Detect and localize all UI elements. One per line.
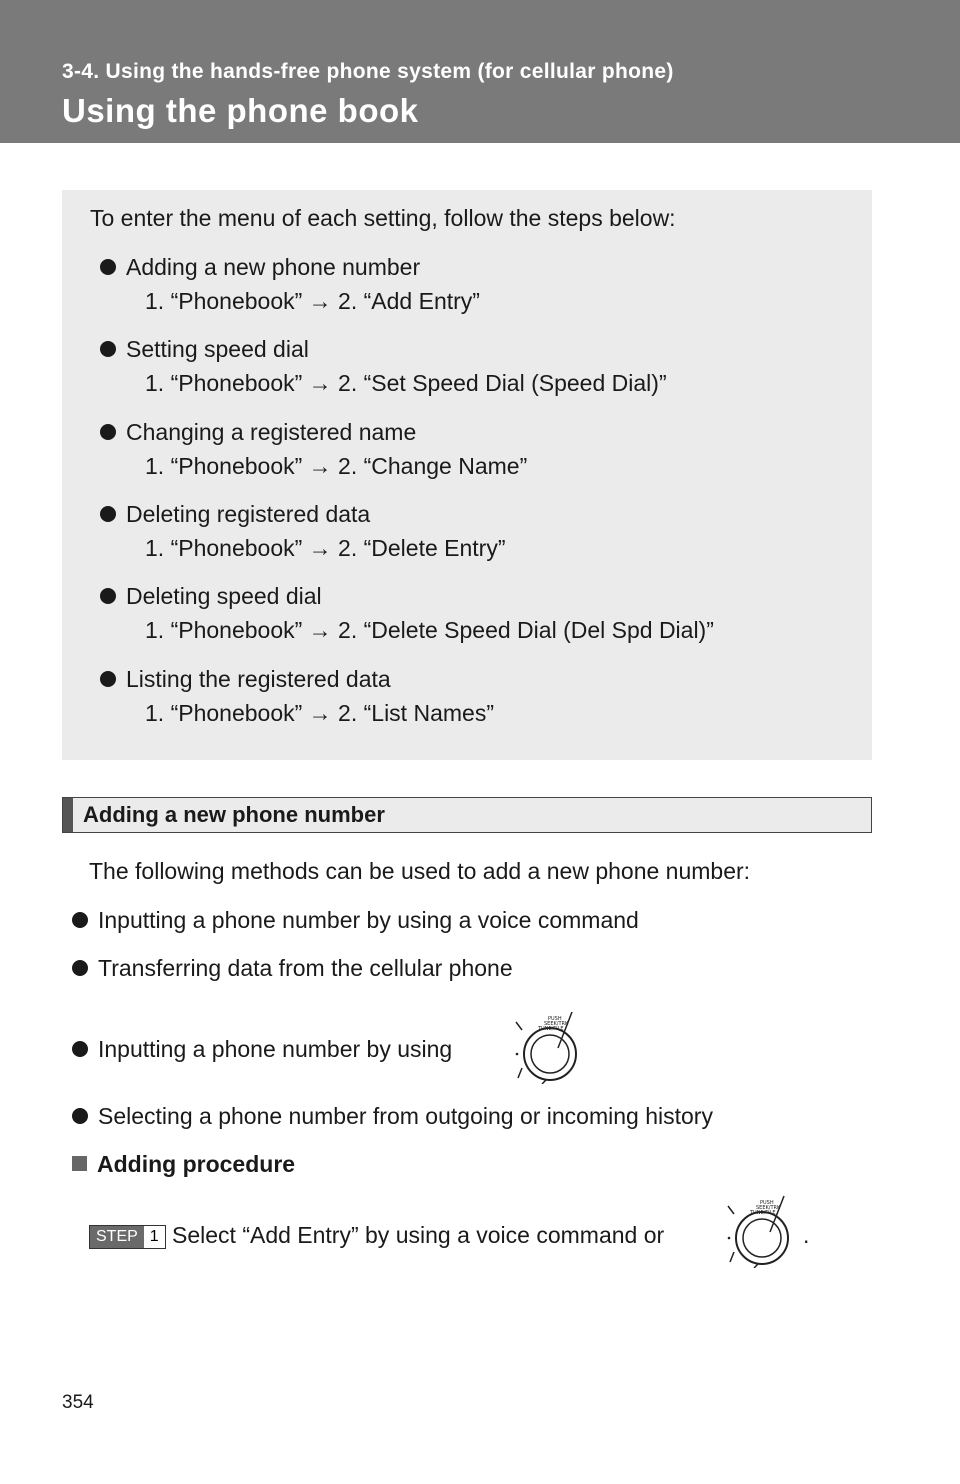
bullet-icon [100,506,116,522]
step-number: 1 [144,1226,165,1248]
methods-intro: The following methods can be used to add a new phone number: [89,858,751,884]
bullet-icon [100,588,116,604]
menu-entry-steps: 1. “Phonebook” → 2. “Change Name” [145,453,528,479]
bullet-icon [72,1108,88,1124]
menu-entry-title: Deleting registered data [100,501,370,528]
menu-entry-title: Listing the registered data [100,666,391,693]
bullet-icon [100,671,116,687]
bullet-icon [100,259,116,275]
bullet-icon [100,424,116,440]
bullet-icon [100,341,116,357]
page-header [0,0,960,143]
section-heading-bar [62,797,872,833]
page-number: 354 [62,1392,94,1413]
menu-intro: To enter the menu of each setting, follow the steps below: [90,205,676,231]
bullet-icon [72,912,88,928]
method-item: Inputting a phone number by using [72,1036,452,1063]
menu-entry-title: Deleting speed dial [100,583,322,610]
section-label: 3-4. Using the hands-free phone system (for cellular phone) [62,60,674,83]
method-item: Transferring data from the cellular phone [72,955,513,982]
bullet-icon [72,960,88,976]
step-text: Select “Add Entry” by using a voice command or [172,1222,665,1248]
tune-knob-icon [510,1008,582,1084]
step-end-punctuation: . [803,1222,810,1248]
knob-label: PUSH [548,1016,562,1022]
knob-label: SEEK/TRK [756,1205,781,1211]
method-item: Selecting a phone number from outgoing or incoming history [72,1103,713,1130]
step-word: STEP [90,1226,144,1248]
heading-stripe [63,798,73,832]
knob-label: PUSH [760,1200,774,1206]
knob-label: SEEK/TRK [544,1021,569,1027]
menu-entry-title: Changing a registered name [100,419,416,446]
menu-entry-title: Adding a new phone number [100,254,420,281]
square-bullet-icon [72,1156,87,1171]
section-heading: Adding a new phone number [83,802,385,827]
procedure-heading: Adding procedure [72,1151,295,1178]
knob-label: TUNE/FILE [538,1026,564,1032]
step-badge [89,1225,166,1249]
bullet-icon [72,1041,88,1057]
menu-entry-steps: 1. “Phonebook” → 2. “Set Speed Dial (Speed Dial)” [145,370,667,396]
menu-entry-title: Setting speed dial [100,336,309,363]
menu-entry-steps: 1. “Phonebook” → 2. “List Names” [145,700,494,726]
menu-entry-steps: 1. “Phonebook” → 2. “Add Entry” [145,288,480,314]
menu-entry-steps: 1. “Phonebook” → 2. “Delete Speed Dial (Del Spd Dial)” [145,617,714,643]
method-item: Inputting a phone number by using a voice command [72,907,639,934]
menu-entry-steps: 1. “Phonebook” → 2. “Delete Entry” [145,535,506,561]
knob-label: TUNE/FILE [750,1210,776,1216]
page-title: Using the phone book [62,92,419,129]
tune-knob-icon [722,1192,794,1268]
